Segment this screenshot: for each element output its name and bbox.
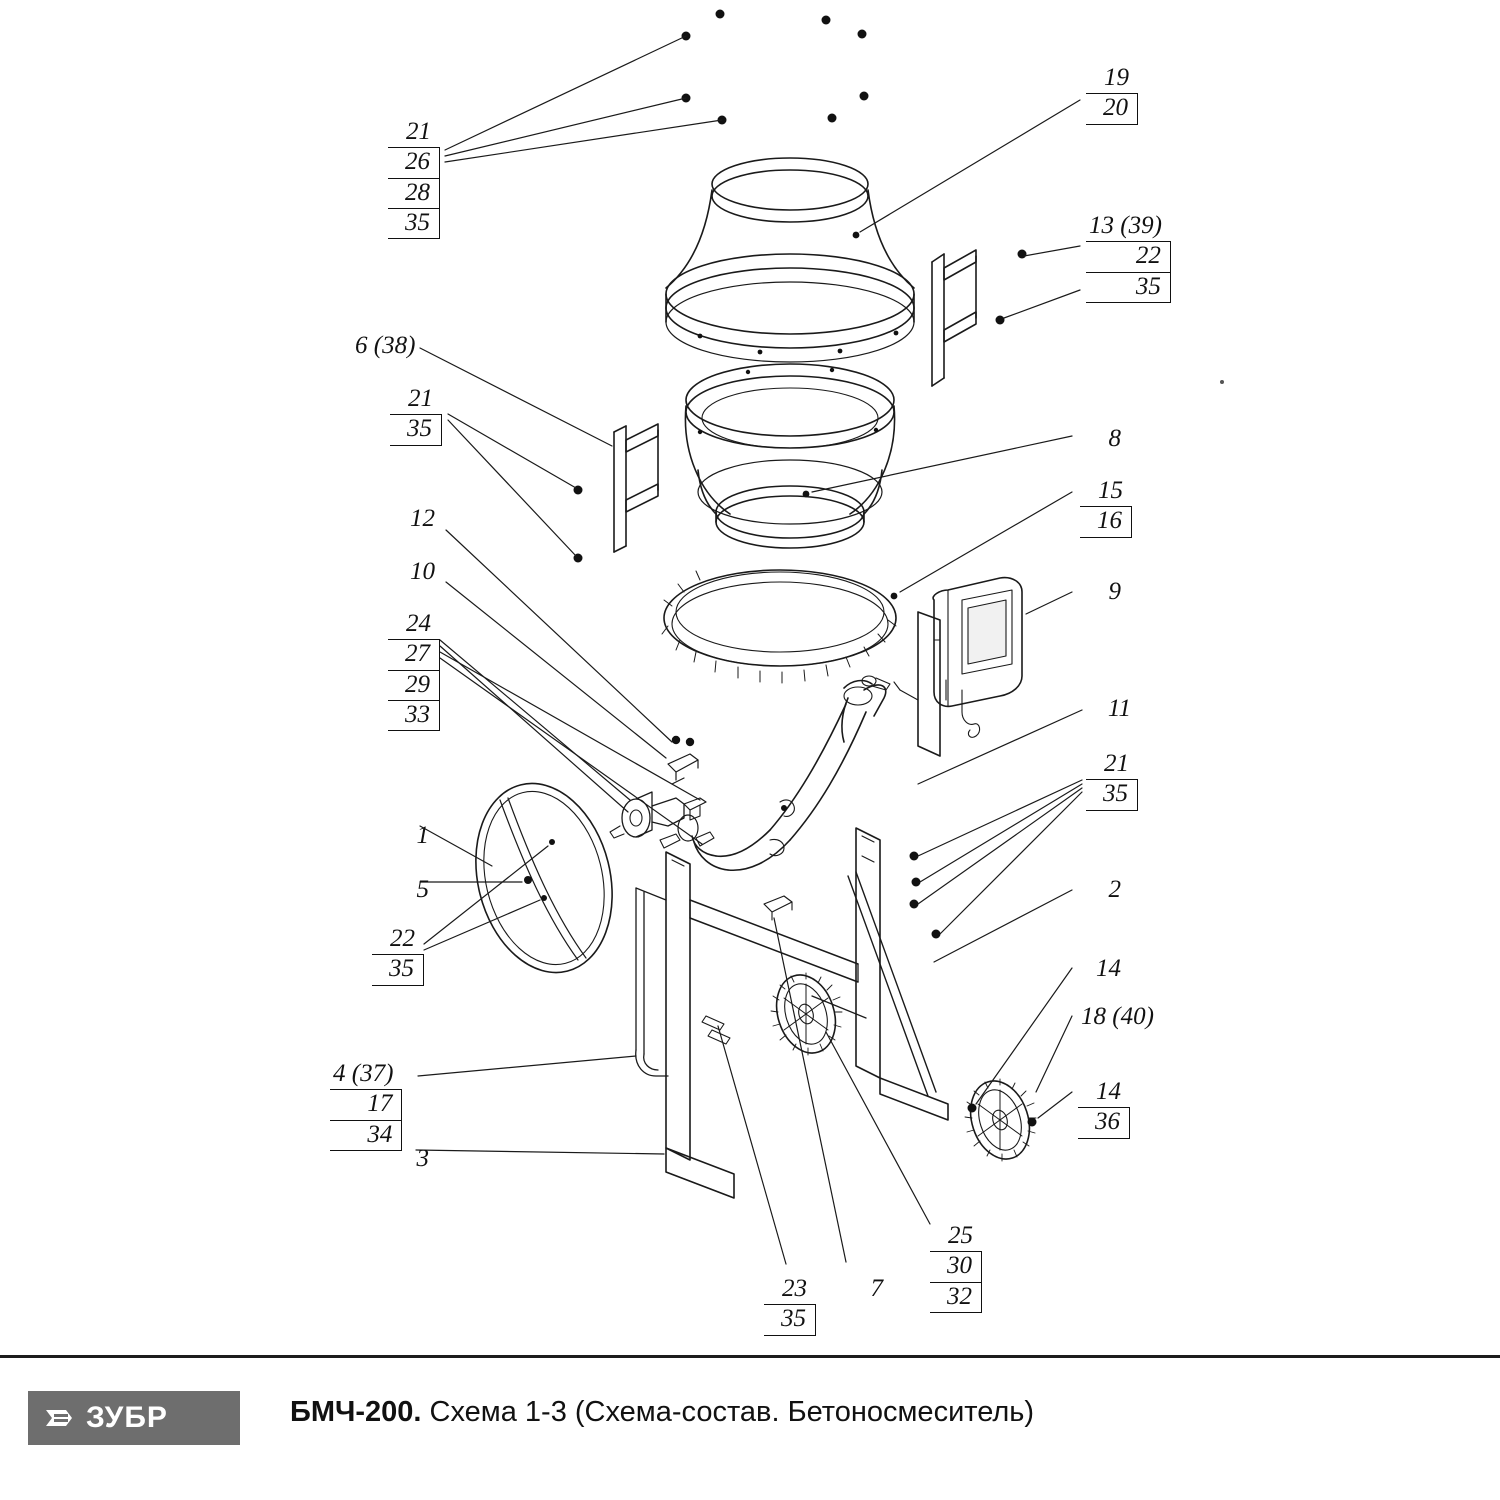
callout-num: 8 (1108, 425, 1121, 452)
callout-num: 28 (388, 179, 440, 209)
callout-22-35 (372, 925, 424, 986)
callout-num: 21 (1086, 750, 1138, 780)
callout-3 (386, 1145, 438, 1174)
callout-num: 18 (40) (1081, 1003, 1154, 1030)
callout-num: 5 (416, 876, 429, 903)
model-label: БМЧ-200. (290, 1396, 422, 1428)
callout-num: 36 (1078, 1108, 1130, 1138)
callout-8 (1078, 425, 1130, 454)
callout-num: 3 (416, 1145, 429, 1172)
callout-num: 7 (870, 1275, 883, 1302)
callout-num: 2 (1108, 876, 1121, 903)
callout-num: 35 (764, 1305, 816, 1335)
callout-num: 15 (1080, 477, 1132, 507)
callout-num: 14 (1096, 955, 1121, 982)
callout-num: 4 (37) (330, 1060, 402, 1090)
callout-num: 1 (416, 822, 429, 849)
callout-19-20 (1086, 64, 1138, 125)
callout-15-16 (1080, 477, 1132, 538)
callout-11 (1088, 695, 1140, 724)
callout-14-36 (1078, 1078, 1130, 1139)
part-small-bracket (668, 754, 698, 784)
callout-6-38 (352, 332, 424, 361)
fastener-dots-mid (672, 736, 694, 746)
callout-num: 25 (930, 1222, 982, 1252)
callout-18-40 (1078, 1003, 1163, 1032)
zubr-arrow-icon (42, 1401, 76, 1435)
callout-num: 24 (388, 610, 440, 640)
callout-4-17-34 (330, 1060, 402, 1151)
callout-10 (392, 558, 444, 587)
part-disc-wheel (457, 769, 632, 987)
sheet-caption (290, 1396, 1034, 1429)
callout-num: 12 (410, 505, 435, 532)
part-frame-stand (636, 828, 948, 1198)
callout-21-35-upper (390, 385, 442, 446)
sheet-footer (0, 1355, 1500, 1500)
callout-num: 21 (390, 385, 442, 415)
callout-num: 35 (390, 415, 442, 445)
part-gear-ring (662, 570, 896, 683)
callout-num: 20 (1086, 94, 1138, 124)
callout-num: 11 (1107, 695, 1131, 722)
callout-21-26-28-35 (388, 118, 440, 239)
callout-9 (1078, 578, 1130, 607)
callout-num: 27 (388, 640, 440, 670)
fastener-dots-right-handle (996, 250, 1027, 325)
part-curved-tube (678, 676, 890, 870)
callout-num: 13 (39) (1086, 212, 1171, 242)
callout-num: 33 (388, 701, 440, 731)
callout-14-upper (1078, 955, 1130, 984)
callout-2 (1078, 876, 1130, 905)
callout-num: 22 (372, 925, 424, 955)
callout-num: 14 (1078, 1078, 1130, 1108)
part-handle-left (614, 424, 658, 552)
callout-num: 9 (1108, 578, 1121, 605)
callout-num: 19 (1086, 64, 1138, 94)
fastener-dots-top (682, 10, 869, 125)
callout-13-22-35 (1086, 212, 1171, 303)
callout-1 (386, 822, 438, 851)
callout-num: 17 (330, 1090, 402, 1120)
callout-num: 26 (388, 148, 440, 178)
callout-num: 35 (388, 209, 440, 239)
callout-num: 35 (1086, 780, 1138, 810)
callout-25-30-32 (930, 1222, 982, 1313)
callout-num: 29 (388, 671, 440, 701)
callout-num: 35 (1086, 273, 1171, 303)
callout-num: 21 (388, 118, 440, 148)
callout-num: 30 (930, 1252, 982, 1282)
fastener-dots-right-frame (910, 852, 941, 939)
part-flange-valve (610, 792, 714, 848)
callout-num: 32 (930, 1283, 982, 1313)
brand-logo-text: ЗУБР (86, 1401, 168, 1434)
callout-num: 23 (764, 1275, 816, 1305)
part-wheel-detached (961, 1073, 1039, 1166)
callout-7 (840, 1275, 892, 1304)
part-drum-ring (685, 364, 894, 548)
callout-24-27-29-33 (388, 610, 440, 731)
callout-5 (386, 876, 438, 905)
scheme-label: Схема 1-3 (Схема-состав. Бетоносмеситель) (429, 1396, 1035, 1428)
part-motor-gearbox (894, 578, 1022, 756)
callout-num: 35 (372, 955, 424, 985)
callout-num: 34 (330, 1121, 402, 1151)
callout-num: 6 (38) (355, 332, 416, 359)
part-hopper-cone (666, 158, 914, 362)
callout-num: 22 (1086, 242, 1171, 272)
part-handle-right (932, 250, 976, 386)
callout-num: 10 (410, 558, 435, 585)
fastener-dots-left-handle (574, 486, 583, 563)
callout-21-35-right (1086, 750, 1138, 811)
callout-num: 16 (1080, 507, 1132, 537)
callout-23-35 (764, 1275, 816, 1336)
callout-12 (392, 505, 444, 534)
leader-lines-21-26-28-35 (445, 36, 722, 162)
brand-logo (28, 1391, 240, 1445)
